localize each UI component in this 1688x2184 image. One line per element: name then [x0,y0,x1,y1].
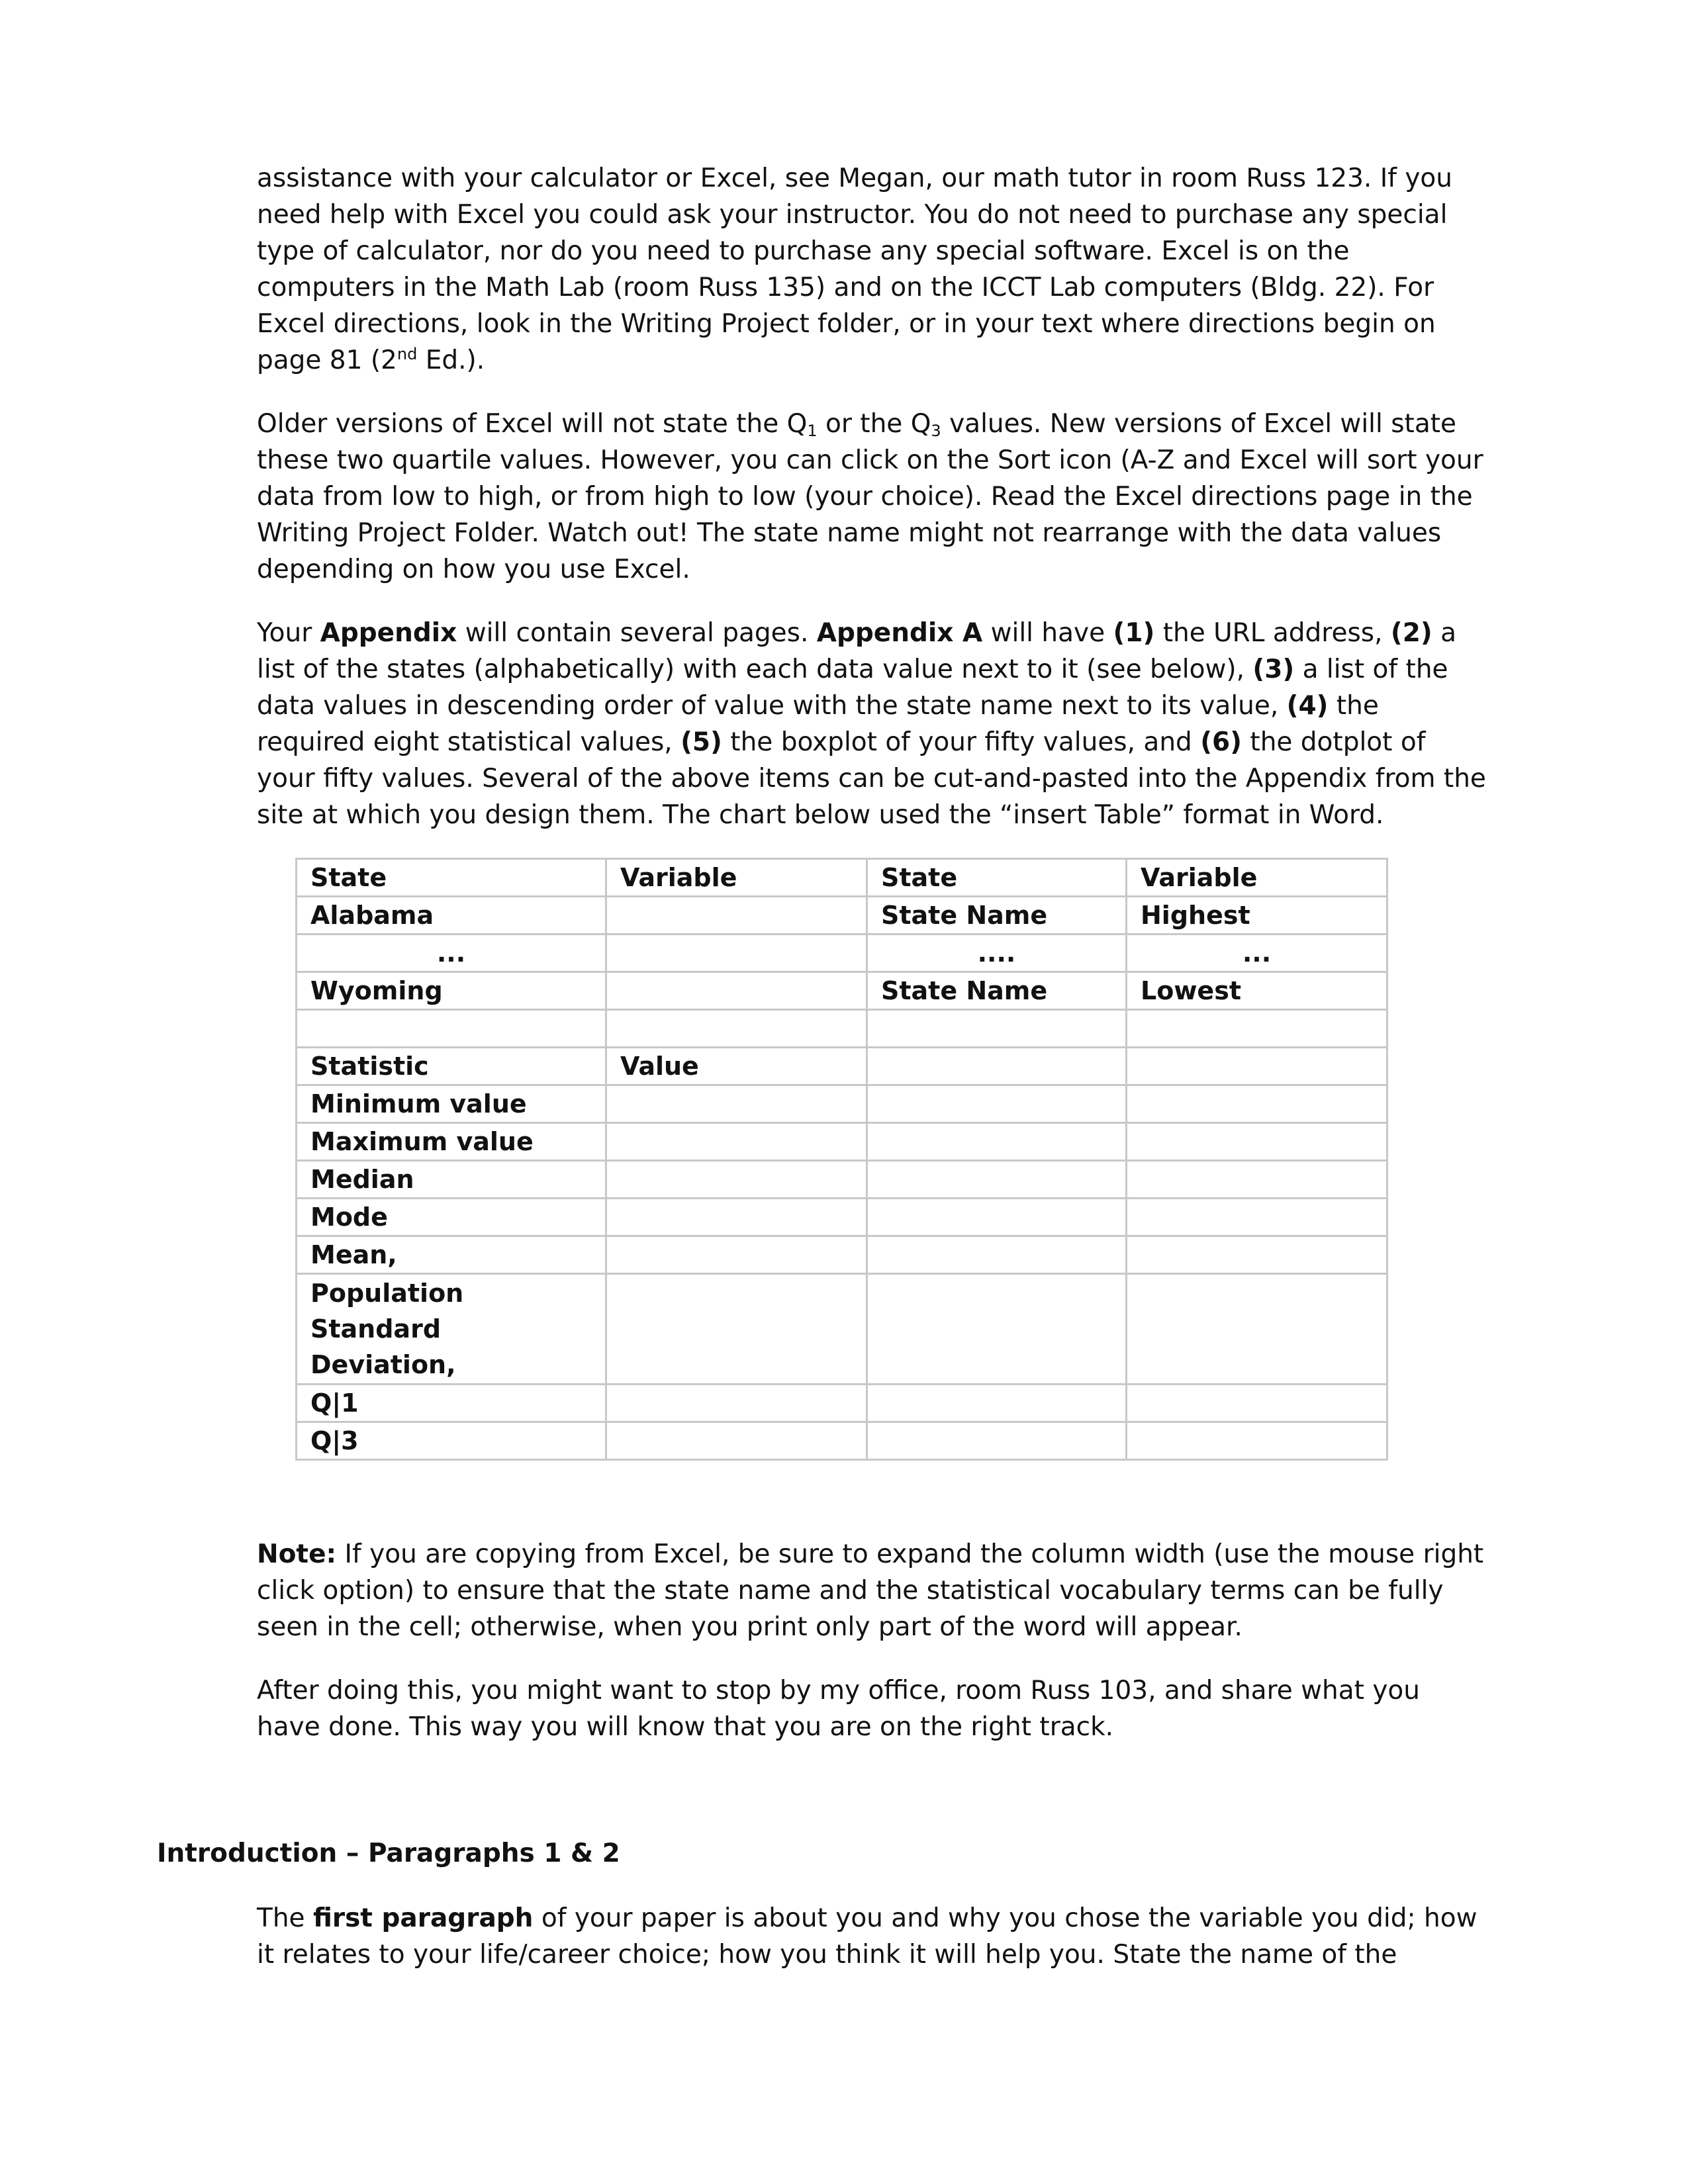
bold-text: Note: [257,1539,337,1569]
text-line [257,797,1581,833]
text-line [257,442,1581,478]
text-run: the boxplot of your fifty values, and [722,727,1201,757]
text-run: the [1328,691,1379,721]
table-cell [867,1161,1127,1199]
table-row [297,1085,1387,1123]
table-cell [1127,1236,1387,1274]
table-cell: State Name [867,972,1127,1010]
text-line [257,724,1581,760]
table-cell [867,1385,1127,1422]
text-run: or the Q [817,409,931,439]
table-cell [606,934,867,972]
bold-text: (1) [1113,618,1155,648]
table-cell [1127,1385,1387,1422]
text-line [257,1709,1581,1745]
bold-text: (6) [1200,727,1242,757]
text-run: click option) to ensure that the state name and the statistical vocabulary terms can be fully [257,1576,1444,1606]
table-cell [867,1048,1127,1085]
note-paragraph [257,1536,1581,1645]
table-cell [606,1274,867,1385]
text-run: Excel directions, look in the Writing Project folder, or in your text where directions begin on [257,309,1436,339]
text-run: Writing Project Folder. Watch out! The state name might not rearrange with the data values [257,518,1442,548]
text-run: the URL address, [1154,618,1391,648]
table-cell: ... [297,934,606,972]
table-cell [606,1385,867,1422]
table-cell: Mean, [297,1236,606,1274]
table-cell [867,1199,1127,1236]
table-cell [1127,1085,1387,1123]
text-run: nd [397,345,418,363]
table-row [297,972,1387,1010]
table-cell [606,1161,867,1199]
text-line [257,1900,1581,1936]
text-run: Ed.). [417,345,485,375]
table-cell: Variable [606,859,867,897]
text-run: computers in the Math Lab (room Russ 135) and on the ICCT Lab computers (Bldg. 22). For [257,273,1434,302]
text-run: site at which you design them. The chart below used the “insert Table” format in Word. [257,800,1384,830]
text-line [257,342,1581,379]
bold-text: Appendix A [816,618,983,648]
table-cell: Variable [1127,859,1387,897]
text-run: The [257,1903,313,1933]
table-cell [297,1010,606,1048]
table-row [297,1123,1387,1161]
table-row [297,1274,1387,1385]
text-run: If you are copying from Excel, be sure to expand the column width (use the mouse right [336,1539,1484,1569]
text-line [257,160,1581,197]
table-row [297,934,1387,972]
text-run: list of the states (alphabetically) with each data value next to it (see below), [257,655,1253,684]
text-line [257,760,1581,797]
bold-text: Appendix [320,618,457,648]
text-run: will contain several pages. [457,618,817,648]
text-run: have done. This way you will know that you are on the right track. [257,1712,1114,1742]
text-line [257,688,1581,724]
text-run: need help with Excel you could ask your instructor. You do not need to purchase any special [257,200,1448,230]
table-cell: Q|3 [297,1422,606,1460]
table-cell: Population Standard Deviation, [297,1274,606,1385]
table-cell [867,1274,1127,1385]
table-cell: Maximum value [297,1123,606,1161]
appendix-table [295,858,1388,1461]
text-run: required eight statistical values, [257,727,681,757]
table-cell [1127,1010,1387,1048]
table-row [297,1422,1387,1460]
text-run: depending on how you use Excel. [257,555,690,584]
text-run: values. New versions of Excel will state [941,409,1457,439]
table-row [297,1236,1387,1274]
bold-text: first paragraph [312,1903,534,1933]
table-cell: Statistic [297,1048,606,1085]
text-run: your fifty values. Several of the above items can be cut-and-pasted into the Appendix from the [257,764,1486,794]
text-line [257,1672,1581,1709]
table-cell: Minimum value [297,1085,606,1123]
table-cell [867,1123,1127,1161]
text-run: a list of the [1294,655,1448,684]
text-run: Your [257,618,320,648]
text-line [257,269,1581,306]
excel-quartile-paragraph [257,406,1581,588]
text-line [257,197,1581,233]
text-line [257,233,1581,269]
text-run: data from low to high, or from high to low (your choice). Read the Excel directions page in the [257,482,1473,512]
table-cell [606,1010,867,1048]
table-cell [606,1123,867,1161]
table-cell [867,1010,1127,1048]
table-cell: Highest [1127,897,1387,934]
text-line [257,651,1581,688]
table-cell: Alabama [297,897,606,934]
bold-text: (2) [1390,618,1432,648]
table-cell: Wyoming [297,972,606,1010]
text-run: seen in the cell; otherwise, when you print only part of the word will appear. [257,1612,1243,1642]
table-cell [606,1236,867,1274]
table-cell: Lowest [1127,972,1387,1010]
table-row [297,897,1387,934]
text-line [257,478,1581,515]
text-run: assistance with your calculator or Excel, see Megan, our math tutor in room Russ 123. If you [257,163,1452,193]
table-cell [1127,1199,1387,1236]
bold-text: (4) [1286,691,1329,721]
table-cell [867,1085,1127,1123]
table-cell: State Name [867,897,1127,934]
first-paragraph [257,1900,1581,1973]
text-run: data values in descending order of value with the state name next to its value, [257,691,1287,721]
text-run: the dotplot of [1242,727,1426,757]
table-row [297,1199,1387,1236]
text-run: page 81 (2 [257,345,397,375]
table-cell [1127,1274,1387,1385]
text-line [257,515,1581,551]
assistance-paragraph [257,160,1581,379]
table-cell [867,1236,1127,1274]
table-row [297,1010,1387,1048]
text-line [257,406,1581,442]
text-line [257,615,1581,651]
text-run: After doing this, you might want to stop by my office, room Russ 103, and share what you [257,1676,1420,1706]
table-cell [606,972,867,1010]
table-cell: Mode [297,1199,606,1236]
table-cell: Median [297,1161,606,1199]
section-heading: Introduction – Paragraphs 1 & 2 [157,1839,620,1868]
appendix-paragraph [257,615,1581,833]
table-cell [1127,1422,1387,1460]
table-cell [606,1422,867,1460]
text-run: type of calculator, nor do you need to purchase any special software. Excel is on the [257,236,1350,266]
text-line [257,1609,1581,1645]
text-run: will have [982,618,1113,648]
table-cell: State [297,859,606,897]
text-run: a [1432,618,1456,648]
text-run: it relates to your life/career choice; how you think it will help you. State the name of the [257,1940,1397,1970]
text-run: Older versions of Excel will not state the Q [257,409,808,439]
bold-text: (3) [1252,655,1295,684]
table-cell: Q|1 [297,1385,606,1422]
table-cell [867,1422,1127,1460]
table-cell [1127,1161,1387,1199]
text-line [257,306,1581,342]
text-run: 1 [807,422,818,440]
bold-text: (5) [680,727,722,757]
table-row [297,859,1387,897]
table-row [297,1385,1387,1422]
table-row [297,1048,1387,1085]
table-cell: ... [1127,934,1387,972]
table-cell: .... [867,934,1127,972]
text-line [257,1936,1581,1973]
table-cell [606,1199,867,1236]
text-line [257,1572,1581,1609]
text-line [257,1536,1581,1572]
text-run: of your paper is about you and why you chose the variable you did; how [533,1903,1477,1933]
table-cell [606,1085,867,1123]
text-run: 3 [931,422,941,440]
text-run: these two quartile values. However, you can click on the Sort icon (A-Z and Excel will sort your [257,445,1483,475]
table-row [297,1161,1387,1199]
table-cell [1127,1048,1387,1085]
table-cell: Value [606,1048,867,1085]
table-cell: State [867,859,1127,897]
office-paragraph [257,1672,1581,1745]
table-cell [1127,1123,1387,1161]
table-cell [606,897,867,934]
text-line [257,551,1581,588]
